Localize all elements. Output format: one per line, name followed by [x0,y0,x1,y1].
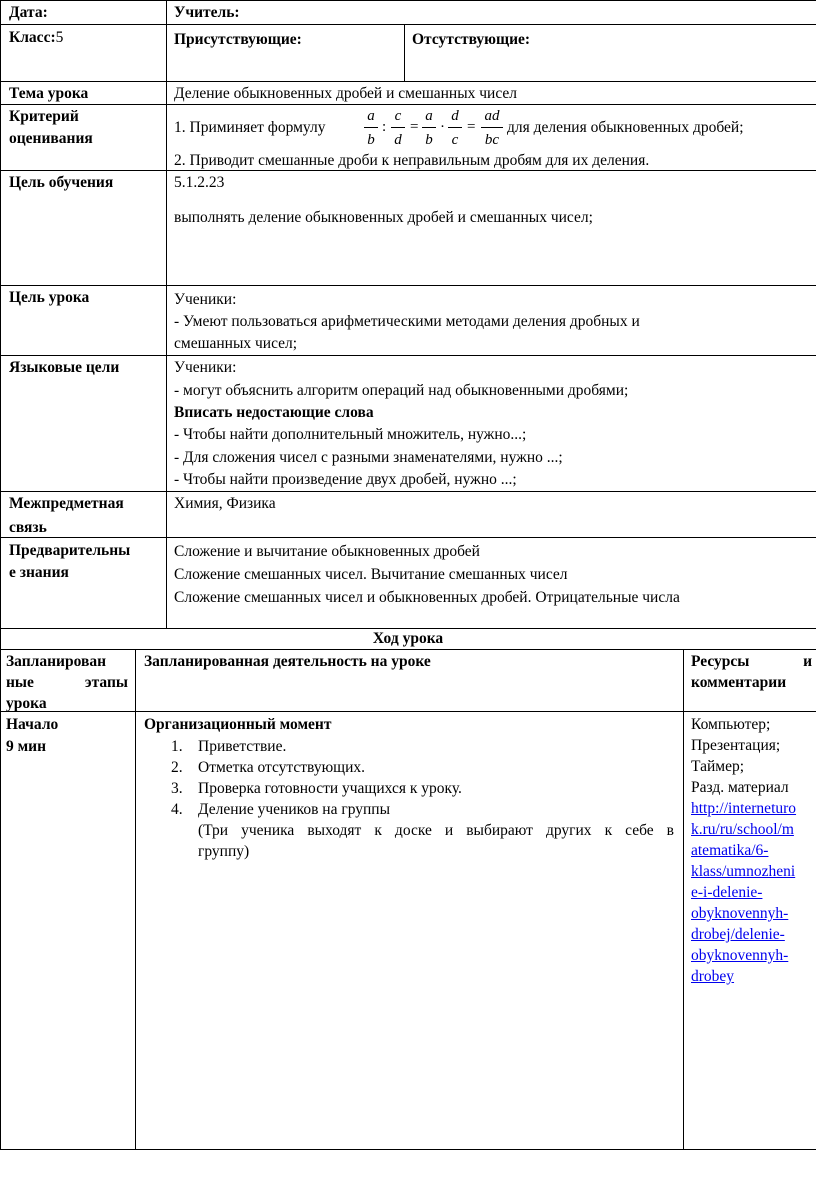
topic-value: Деление обыкновенных дробей и смешанных чисел [174,85,518,102]
prior-knowledge-line3: Сложение смешанных чисел и обыкновенных дробей. Отрицательные числа [174,589,680,606]
stage-duration: 9 мин [6,738,47,755]
resource-link-line[interactable]: atematika/6- [691,842,769,859]
formula-a: a [425,108,433,124]
table-rule [0,711,816,712]
table-rule [0,24,816,25]
fraction-bar [481,127,503,128]
formula-bc: bc [484,132,500,148]
resource-link-line[interactable]: e-i-delenie- [691,884,763,901]
language-goals-line4: - Чтобы найти дополнительный множитель, нужно...; [174,426,527,443]
formula-eq: = [467,119,476,135]
formula-ad: ad [484,108,500,124]
list-item-number: 4. [171,801,183,818]
interdisciplinary-label-1: Межпредметная [9,495,124,512]
prior-knowledge-line2: Сложение смешанных чисел. Вычитание смешанных чисел [174,566,568,583]
formula-b: b [425,132,433,148]
resource-item: Разд. материал [691,779,789,796]
table-rule [683,649,684,1149]
formula-d: d [394,132,402,148]
table-rule [0,628,1,1149]
formula-eq: = [410,119,419,135]
activity-note-line1: (Три ученика выходят к доске и выбирают других к себе в [198,822,674,839]
date-label: Дата: [9,4,48,21]
resource-link-line[interactable]: drobey [691,968,735,985]
col-resources-line2: комментарии [691,674,787,691]
interdisciplinary-value: Химия, Физика [174,495,276,512]
table-rule [404,24,405,81]
class-label: Класс: [9,29,56,46]
table-rule [0,0,816,1]
language-goals-line5: - Для сложения чисел с разными знаменателями, нужно ...; [174,449,563,466]
fraction-bar [364,127,378,128]
col-activity: Запланированная деятельность на уроке [144,653,431,670]
resource-link-line[interactable]: http://interneturo [691,800,797,817]
stage-name: Начало [6,716,59,733]
formula-b: b [367,132,375,148]
table-rule [0,81,816,82]
resource-item: Компьютер; [691,716,771,733]
teacher-label: Учитель: [174,4,240,21]
language-goals-line1: Ученики: [174,359,237,376]
topic-label: Тема урока [9,85,89,102]
resource-link-line[interactable]: drobej/delenie- [691,926,785,943]
col-stages-line1: Запланирован [6,653,107,670]
table-rule [0,1149,816,1150]
resource-item: Презентация; [691,737,781,754]
fraction-bar [448,127,462,128]
prior-knowledge-label-1: Предварительны [9,542,131,559]
criteria-line1-suffix: для деления обыкновенных дробей; [507,119,744,136]
prior-knowledge-line1: Сложение и вычитание обыкновенных дробей [174,543,480,560]
list-item-number: 1. [171,738,183,755]
lesson-goal-line1: Ученики: [174,291,237,308]
table-rule [0,285,816,286]
formula-c: c [394,108,402,124]
list-item: Отметка отсутствующих. [198,759,366,776]
lesson-plan-title: Ход урока [372,630,444,647]
list-item-number: 2. [171,759,183,776]
resource-link-line[interactable]: obyknovennyh- [691,947,789,964]
table-rule [0,355,816,356]
class-value: 5 [55,29,64,46]
language-goals-line6: - Чтобы найти произведение двух дробей, нужно ...; [174,471,517,488]
resource-link-line[interactable]: k.ru/ru/school/m [691,821,794,838]
criteria-line2: 2. Приводит смешанные дроби к неправильным дробям для их деления. [174,152,650,169]
lesson-goal-line3: смешанных чисел; [174,335,298,352]
col-stages-line2: ные этапы [6,674,128,691]
resource-link-line[interactable]: klass/umnozheni [691,863,796,880]
criteria-label-2: оценивания [9,130,93,147]
table-rule [0,104,816,105]
activity-title: Организационный момент [144,716,332,733]
col-resources-line1: Ресурсы и [691,653,812,670]
fraction-bar [422,127,436,128]
formula-dot: · [440,119,445,135]
formula-c: c [451,132,459,148]
table-rule [0,537,816,538]
objective-code: 5.1.2.23 [174,174,225,191]
list-item: Проверка готовности учащихся к уроку. [198,780,462,797]
interdisciplinary-label-2: связь [9,519,47,536]
table-rule [0,491,816,492]
absent-label: Отсутствующие: [412,31,531,48]
lesson-goal-line2: - Умеют пользоваться арифметическими методами деления дробных и [174,313,640,330]
criteria-label-1: Критерий [9,108,79,125]
list-item: Приветствие. [198,738,287,755]
resource-item: Таймер; [691,758,745,775]
criteria-line1-prefix: 1. Приминяет формулу [174,119,326,136]
lesson-goal-label: Цель урока [9,289,90,306]
objective-label: Цель обучения [9,174,114,191]
activity-note-line2: группу) [198,843,250,860]
table-rule [0,0,1,628]
table-rule [135,649,136,1149]
resource-link-line[interactable]: obyknovennyh- [691,905,789,922]
language-goals-label: Языковые цели [9,359,120,376]
language-goals-line2: - могут объяснить алгоритм операций над обыкновенными дробями; [174,382,629,399]
formula-d: d [451,108,459,124]
col-stages-line3: урока [6,695,47,712]
language-goals-line3: Вписать недостающие слова [174,404,374,421]
class-field [9,27,63,48]
objective-text: выполнять деление обыкновенных дробей и смешанных чисел; [174,209,593,226]
list-item: Деление учеников на группы [198,801,391,818]
fraction-bar [391,127,405,128]
formula-a: a [367,108,375,124]
table-rule [166,0,167,628]
prior-knowledge-label-2: е знания [9,564,69,581]
formula-div: : [382,119,387,135]
list-item-number: 3. [171,780,183,797]
table-rule [0,649,816,650]
present-label: Присутствующие: [174,31,302,48]
